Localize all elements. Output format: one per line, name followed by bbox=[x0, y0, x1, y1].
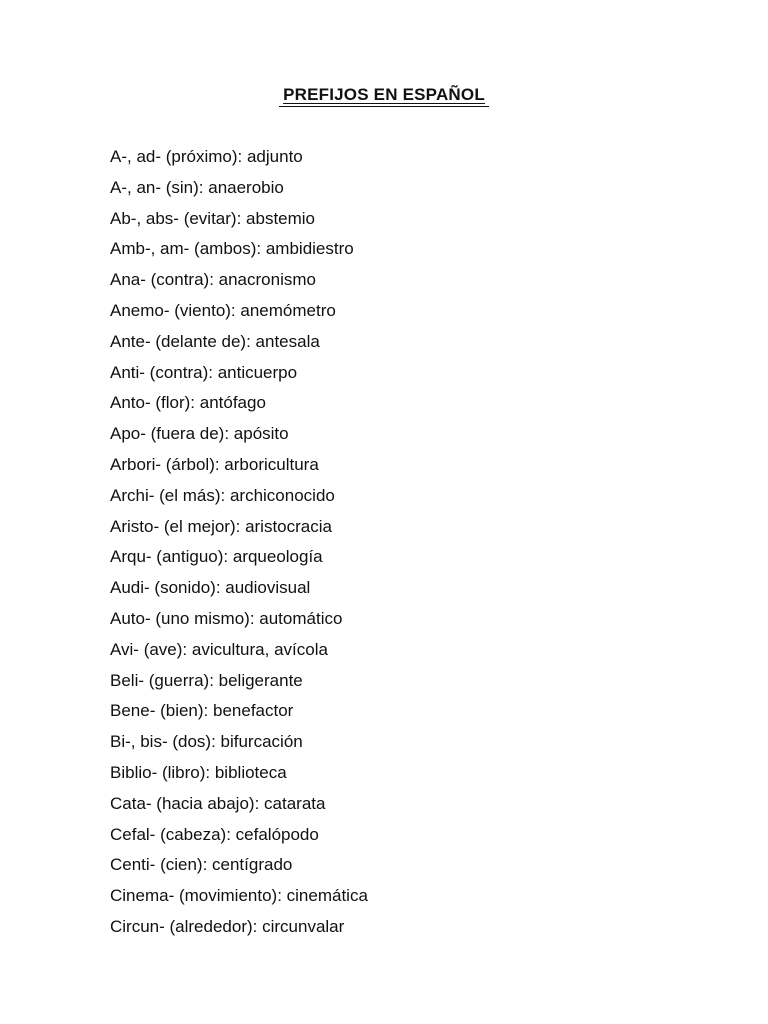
prefix-entry: Apo- (fuera de): apósito bbox=[110, 424, 289, 444]
prefix-entry: Archi- (el más): archiconocido bbox=[110, 485, 335, 505]
prefix-entry: A-, an- (sin): anaerobio bbox=[110, 177, 284, 197]
document-title-text: PREFIJOS EN ESPAÑOL bbox=[283, 85, 485, 104]
prefix-entry: Centi- (cien): centígrado bbox=[110, 855, 293, 875]
prefix-entry: Ana- (contra): anacronismo bbox=[110, 270, 316, 290]
prefix-entry: Audi- (sonido): audiovisual bbox=[110, 578, 311, 598]
prefix-entry: Arbori- (árbol): arboricultura bbox=[110, 454, 319, 474]
prefix-entry: Bene- (bien): benefactor bbox=[110, 701, 294, 721]
prefix-entry: Auto- (uno mismo): automático bbox=[110, 608, 343, 628]
title-double-underline bbox=[279, 106, 489, 107]
prefix-entry: Amb-, am- (ambos): ambidiestro bbox=[110, 239, 354, 259]
prefix-entry: Avi- (ave): avicultura, avícola bbox=[110, 639, 328, 659]
prefix-list bbox=[110, 142, 368, 943]
prefix-entry: Circun- (alrededor): circunvalar bbox=[110, 916, 345, 936]
prefix-entry: Biblio- (libro): biblioteca bbox=[110, 762, 287, 782]
prefix-entry: Aristo- (el mejor): aristocracia bbox=[110, 516, 332, 536]
prefix-entry: Cata- (hacia abajo): catarata bbox=[110, 793, 326, 813]
prefix-entry: Anto- (flor): antófago bbox=[110, 393, 266, 413]
prefix-entry: Anemo- (viento): anemómetro bbox=[110, 300, 336, 320]
prefix-entry: Cefal- (cabeza): cefalópodo bbox=[110, 824, 319, 844]
prefix-entry: Bi-, bis- (dos): bifurcación bbox=[110, 732, 303, 752]
prefix-entry: A-, ad- (próximo): adjunto bbox=[110, 147, 303, 166]
prefix-entry: Beli- (guerra): beligerante bbox=[110, 670, 303, 690]
prefix-entry: Anti- (contra): anticuerpo bbox=[110, 362, 298, 382]
prefix-entry: Arqu- (antiguo): arqueología bbox=[110, 547, 323, 567]
prefix-entry: Ante- (delante de): antesala bbox=[110, 331, 320, 351]
prefix-entry: Ab-, abs- (evitar): abstemio bbox=[110, 208, 316, 228]
document-title bbox=[0, 85, 768, 105]
prefix-entry: Cinema- (movimiento): cinemática bbox=[110, 886, 368, 906]
